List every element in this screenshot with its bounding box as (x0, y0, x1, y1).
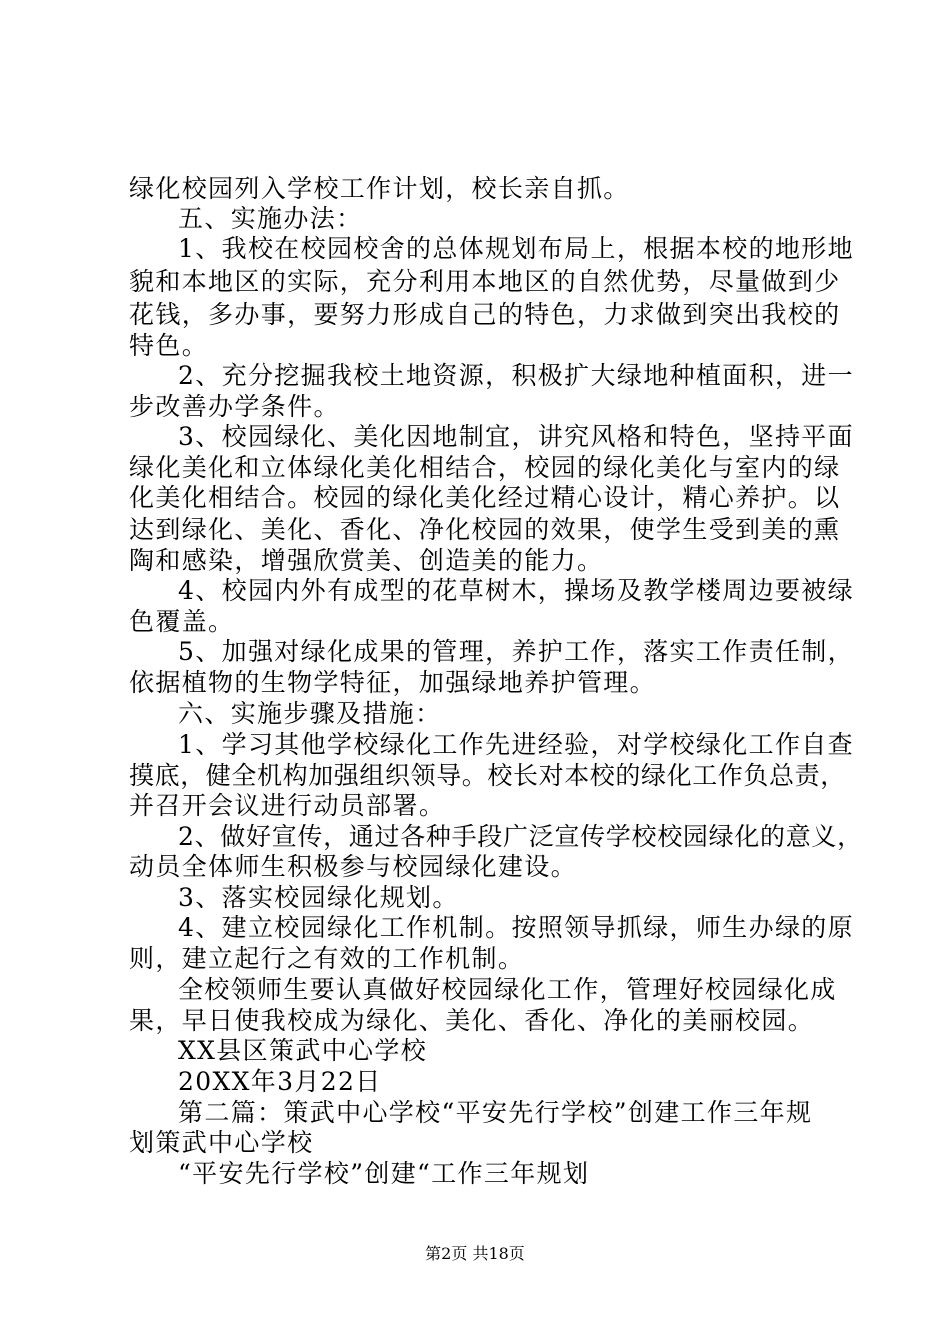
body-line: 1、我校在校园校舍的总体规划布局上，根据本校的地形地 (178, 234, 855, 263)
body-line: 3、校园绿化、美化因地制宜，讲究风格和特色，坚持平面 (178, 422, 855, 451)
section-heading: 五、实施办法： (178, 204, 363, 233)
body-line: 1、学习其他学校绿化工作先进经验，对学校绿化工作自查 (178, 730, 855, 759)
body-line: 摸底，健全机构加强组织领导。校长对本校的绿化工作负总责， (129, 761, 846, 790)
body-line: 色覆盖。 (129, 607, 235, 636)
page-number-footer: 第2页 共18页 (425, 1244, 525, 1263)
body-line: 2、做好宣传，通过各种手段广泛宣传学校校园绿化的意义， (178, 822, 863, 851)
body-line: 2、充分挖掘我校土地资源，积极扩大绿地种植面积，进一 (178, 361, 855, 390)
body-line: 依据植物的生物学特征，加强绿地养护管理。 (129, 668, 657, 697)
body-line: 步改善办学条件。 (129, 392, 340, 421)
body-line: 绿化美化和立体绿化美化相结合，校园的绿化美化与室内的绿 (129, 453, 841, 482)
body-line: 全校领师生要认真做好校园绿化工作，管理好校园绿化成 (178, 975, 837, 1004)
body-line: 果，早日使我校成为绿化、美化、香化、净化的美丽校园。 (129, 1006, 815, 1035)
body-line: 动员全体师生积极参与校园绿化建设。 (129, 852, 577, 881)
chapter-title: 第二篇：策武中心学校“平安先行学校”创建工作三年规 (178, 1098, 813, 1127)
body-line: 则，建立起行之有效的工作机制。 (129, 944, 525, 973)
body-line: 绿化校园列入学校工作计划，校长亲自抓。 (129, 174, 630, 203)
chapter-title-continued: 划策武中心学校 (129, 1128, 314, 1157)
body-line: 陶和感染，增强欣赏美、创造美的能力。 (129, 546, 604, 575)
body-line: 化美化相结合。校园的绿化美化经过精心设计，精心养护。以 (129, 483, 841, 512)
body-line: 花钱，多办事，要努力形成自己的特色，力求做到突出我校的 (129, 300, 841, 329)
body-line: 3、落实校园绿化规划。 (178, 883, 459, 912)
signature-date: 20XX年3月22日 (178, 1067, 382, 1096)
section-heading: 六、实施步骤及措施： (178, 699, 442, 728)
body-line: 特色。 (129, 331, 209, 360)
body-line: 并召开会议进行动员部署。 (129, 791, 446, 820)
signature-school: XX县区策武中心学校 (178, 1036, 428, 1065)
body-line: 貌和本地区的实际，充分利用本地区的自然优势，尽量做到少 (129, 267, 841, 296)
body-line: 4、校园内外有成型的花草树木，操场及教学楼周边要被绿 (178, 576, 855, 605)
chapter-subtitle: “平安先行学校”创建“工作三年规划 (178, 1159, 590, 1188)
body-line: 达到绿化、美化、香化、净化校园的效果，使学生受到美的熏 (129, 515, 841, 544)
body-line: 4、建立校园绿化工作机制。按照领导抓绿，师生办绿的原 (178, 913, 855, 942)
body-line: 5、加强对绿化成果的管理，养护工作，落实工作责任制， (178, 637, 855, 666)
